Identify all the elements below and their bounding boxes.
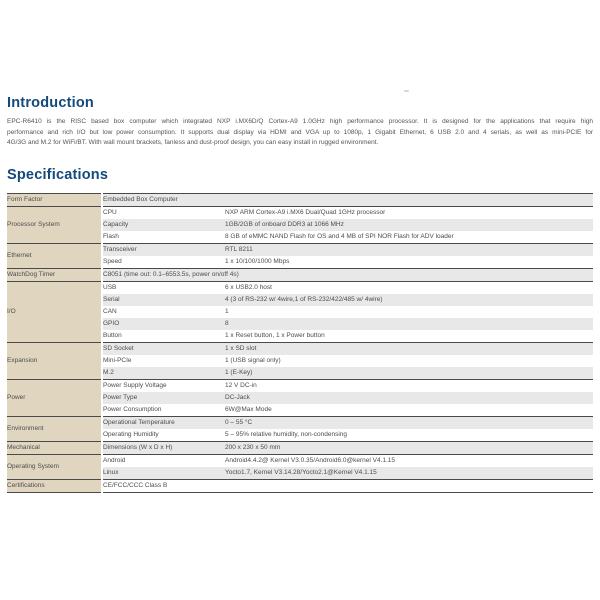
spec-value-cell: 6 x USB2.0 host (225, 282, 593, 295)
spec-item-cell: Dimensions (W x D x H) (102, 442, 225, 455)
spec-value-cell: C8051 (time out: 0.1–6553.5s, power on/off 4s) (102, 269, 593, 282)
spec-value-cell: 1 (USB signal only) (225, 357, 281, 364)
spec-item-cell: Transceiver (102, 244, 225, 257)
spec-category-cell: Operating System (7, 455, 102, 480)
spec-value-cell: 5 – 95% relative humidity, non-condensing (225, 431, 348, 438)
spec-value-cell: 1 (E-Key) (225, 367, 593, 380)
spec-category-cell: Processor System (7, 207, 102, 244)
specifications-table (7, 193, 593, 493)
introduction-heading: Introduction (7, 95, 94, 111)
introduction-paragraph (7, 117, 593, 149)
intro-line: 4G/3G and M.2 for WiFi/BT. With wall mount brackets, fanless and dust-proof design, you can easy install in rugged environment. (7, 139, 379, 147)
table-row (7, 194, 593, 207)
spec-item-cell: Flash (103, 233, 119, 240)
spec-category-cell: I/O (7, 282, 102, 343)
spec-item-cell: Mini-PCIe (103, 357, 132, 364)
intro-line: EPC-R6410 is the RISC based box computer which integrated NXP i.MX6D/Q Cortex-A9 1.0GHz high performance processor. It is designed for the applications that require high (7, 118, 593, 125)
spec-value-cell: 0 – 55 °C (225, 417, 593, 430)
spec-category-cell: Expansion (7, 343, 102, 380)
spec-item-cell: Speed (103, 258, 122, 265)
spec-value-cell: 1 x SD slot (225, 343, 593, 356)
spec-item-cell: SD Socket (102, 343, 225, 356)
spec-value-cell: 1 x Reset button, 1 x Power button (225, 332, 325, 339)
spec-value-cell: 8 GB of eMMC NAND Flash for OS and 4 MB of SPI NOR Flash for ADV loader (225, 233, 454, 240)
spec-item-cell: Power Consumption (103, 406, 162, 413)
spec-item-cell: Linux (102, 467, 225, 480)
spec-item-cell: Capacity (102, 219, 225, 231)
spec-item-cell: Android (102, 455, 225, 468)
spec-item-cell: M.2 (102, 367, 225, 380)
spec-item-cell: CPU (102, 207, 225, 220)
table-row (7, 480, 593, 493)
smudge-mark (404, 90, 409, 92)
spec-item-cell: Button (103, 332, 122, 339)
spec-category-cell: Ethernet (7, 244, 102, 269)
intro-line: performance and rich I/O but low power consumption. It supports dual display via HDMI and VGA up to 1080p, 1 Gigabit Ethernet, 6 USB 2.0 and 4 serials, as well as mini-PCIE for (7, 128, 593, 136)
table-row (7, 282, 593, 295)
table-row (7, 269, 593, 282)
spec-item-cell: Serial (102, 294, 225, 306)
spec-value-cell: DC-Jack (225, 392, 593, 404)
spec-item-cell: GPIO (102, 318, 225, 330)
spec-value-cell: 1GB/2GB of onboard DDR3 at 1066 MHz (225, 219, 593, 231)
spec-item-cell: Power Type (102, 392, 225, 404)
spec-value-cell: Yocto1.7, Kernel V3.14.28/Yocto2.1@Kernel V4.1.15 (225, 467, 593, 480)
table-row (7, 343, 593, 356)
spec-value-cell: NXP ARM Cortex-A9 i.MX6 Dual/Quad 1GHz processor (225, 207, 593, 220)
table-row (7, 417, 593, 430)
spec-item-cell: Operational Temperature (102, 417, 225, 430)
spec-value-cell: 1 x 10/100/1000 Mbps (225, 258, 290, 265)
spec-value-cell: Android4.4.2@ Kernel V3.0.35/Android6.0@kernel V4.1.15 (225, 455, 593, 468)
spec-value-cell: 1 (225, 308, 229, 315)
specifications-heading: Specifications (7, 167, 109, 183)
spec-value-cell: RTL 8211 (225, 244, 593, 257)
table-row (7, 207, 593, 220)
spec-category-cell: Certifications (7, 480, 102, 493)
spec-value-cell: Embedded Box Computer (102, 194, 593, 207)
spec-value-cell: CE/FCC/CCC Class B (102, 480, 593, 493)
spec-value-cell: 8 (225, 318, 593, 330)
spec-value-cell: 4 (3 of RS-232 w/ 4wire,1 of RS-232/422/485 w/ 4wire) (225, 294, 593, 306)
spec-category-cell: Environment (7, 417, 102, 442)
table-row (7, 380, 593, 393)
spec-category-cell: Mechanical (7, 442, 102, 455)
spec-category-cell: WatchDog Timer (7, 269, 102, 282)
spec-value-cell: 12 V DC-in (225, 380, 593, 393)
spec-value-cell: 6W@Max Mode (225, 406, 272, 413)
spec-item-cell: USB (102, 282, 225, 295)
spec-value-cell: 200 x 230 x 50 mm (225, 442, 593, 455)
table-row (7, 244, 593, 257)
spec-item-cell: CAN (103, 308, 117, 315)
spec-item-cell: Power Supply Voltage (102, 380, 225, 393)
spec-item-cell: Operating Humidity (103, 431, 159, 438)
spec-category-cell: Power (7, 380, 102, 417)
table-row (7, 455, 593, 468)
table-row (7, 442, 593, 455)
spec-category-cell: Form Factor (7, 194, 102, 207)
